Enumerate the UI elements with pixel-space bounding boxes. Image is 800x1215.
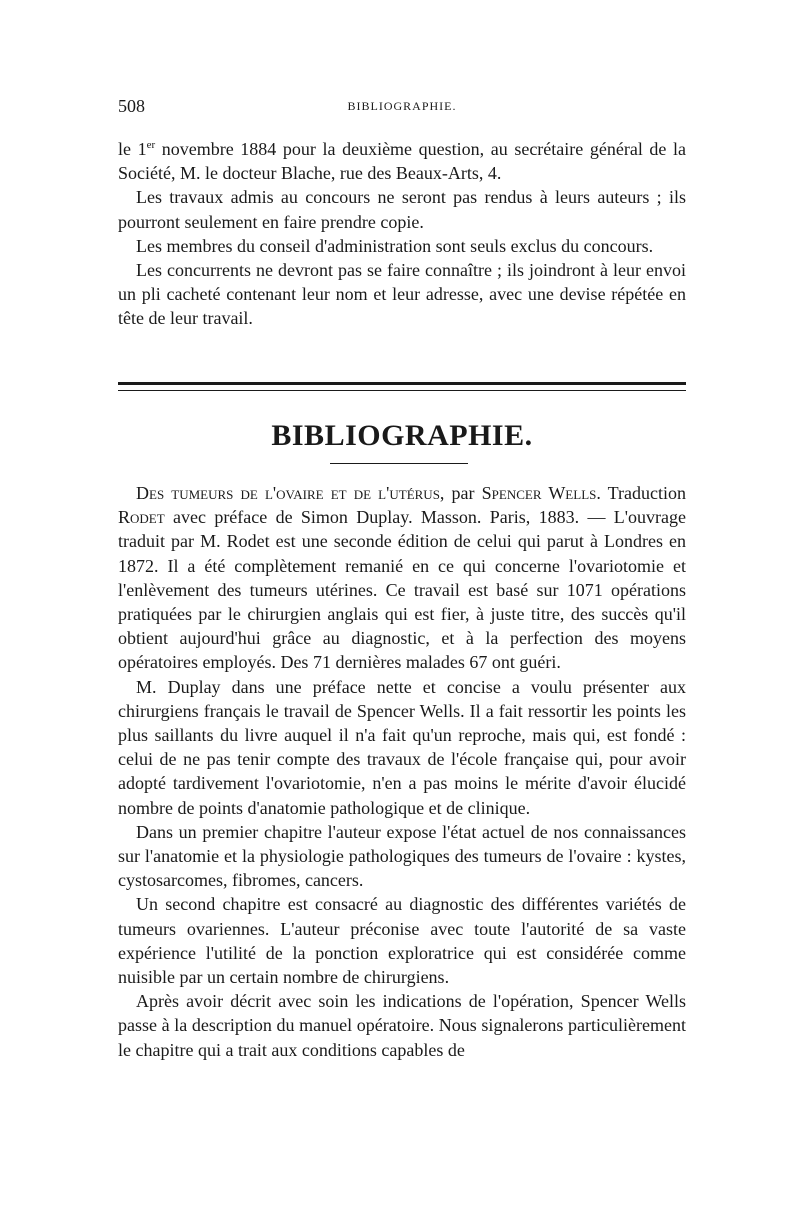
running-title: BIBLIOGRAPHIE. xyxy=(347,99,457,113)
review-paragraph: Après avoir décrit avec soin les indications de l'opération, Spencer Wells passe à la description du manuel opératoire. Nous signalerons particulièrement le chapitre qui a trait aux conditions capables de xyxy=(118,991,686,1060)
review-paragraph: Un second chapitre est consacré au diagnostic des différentes variétés de tumeurs ovariennes. L'auteur préconise avec toute l'autorité de sa vaste expérience l'utilité de la ponction exploratrice qui est considérée comme nuisible par un certain nombre de chirurgiens. xyxy=(118,894,686,988)
page-number: 508 xyxy=(118,96,145,116)
translator-name: Rodet xyxy=(118,507,165,528)
title-underline xyxy=(330,463,468,464)
author-name: Spencer Wells xyxy=(481,483,597,503)
running-head xyxy=(118,96,686,120)
review-paragraph: Dans un premier chapitre l'auteur expose l'état actuel de nos connaissances sur l'anatomie et la physiologie pathologiques des tumeurs de l'ovaire : kystes, cystosarcomes, fibromes, cancers. xyxy=(118,821,686,891)
announcement-text xyxy=(118,137,686,331)
announcement-paragraph: Les concurrents ne devront pas se faire connaître ; ils joindront à leur envoi un pli cacheté contenant leur nom et leur adresse, avec une devise répétée en tête de leur travail. xyxy=(118,260,686,329)
review-paragraph: M. Duplay dans une préface nette et concise a voulu présenter aux chirurgiens français le travail de Spencer Wells. Il a fait ressortir les points les plus saillants du livre auquel il n'a fait qu'un reproche, mais qui, est fondé : celui de ne pas tenir compte des travaux de l'école française qui, pour avoir adopté tardivement l'ovariotomie, n'en a pas moins le mérite d'avoir élucidé nombre de points d'anatomie pathologique et de clinique. xyxy=(118,676,686,818)
bibliography-review xyxy=(118,481,686,1062)
section-divider-thin xyxy=(118,390,686,391)
announcement-paragraph-continued: le 1er novembre 1884 pour la deuxième question, au secrétaire général de la Société, M. le docteur Blache, rue des Beaux-Arts, 4. xyxy=(118,139,686,184)
section-divider-thick xyxy=(118,382,686,385)
announcement-paragraph: Les membres du conseil d'administration sont seuls exclus du concours. xyxy=(136,235,654,256)
section-title: BIBLIOGRAPHIE. xyxy=(271,419,533,452)
work-title: Des tumeurs de l'ovaire et de l'utérus, xyxy=(136,483,445,503)
announcement-paragraph: Les travaux admis au concours ne seront pas rendus à leurs auteurs ; ils pourront seulement en faire prendre copie. xyxy=(118,187,686,232)
ordinal-superscript: er xyxy=(146,139,156,151)
review-entry: Des tumeurs de l'ovaire et de l'utérus, par Spencer Wells. Traduction Rodet avec préface de Simon Duplay. Masson. Paris, 1883. — L'ouvrage traduit par M. Rodet est une seconde édition de celui qui parut à Londres en 1872. Il a été complètement remanié en ce qui concerne l'ovariotomie et l'enlèvement des tumeurs utérines. Ce travail est basé sur 1071 opérations pratiquées par le chirurgien anglais qui est fier, à juste titre, des succès qu'il obtient aujourd'hui grâce au diagnostic, et à la perfection des moyens opératoires employés. Des 71 dernières malades 67 ont guéri. xyxy=(118,483,687,673)
